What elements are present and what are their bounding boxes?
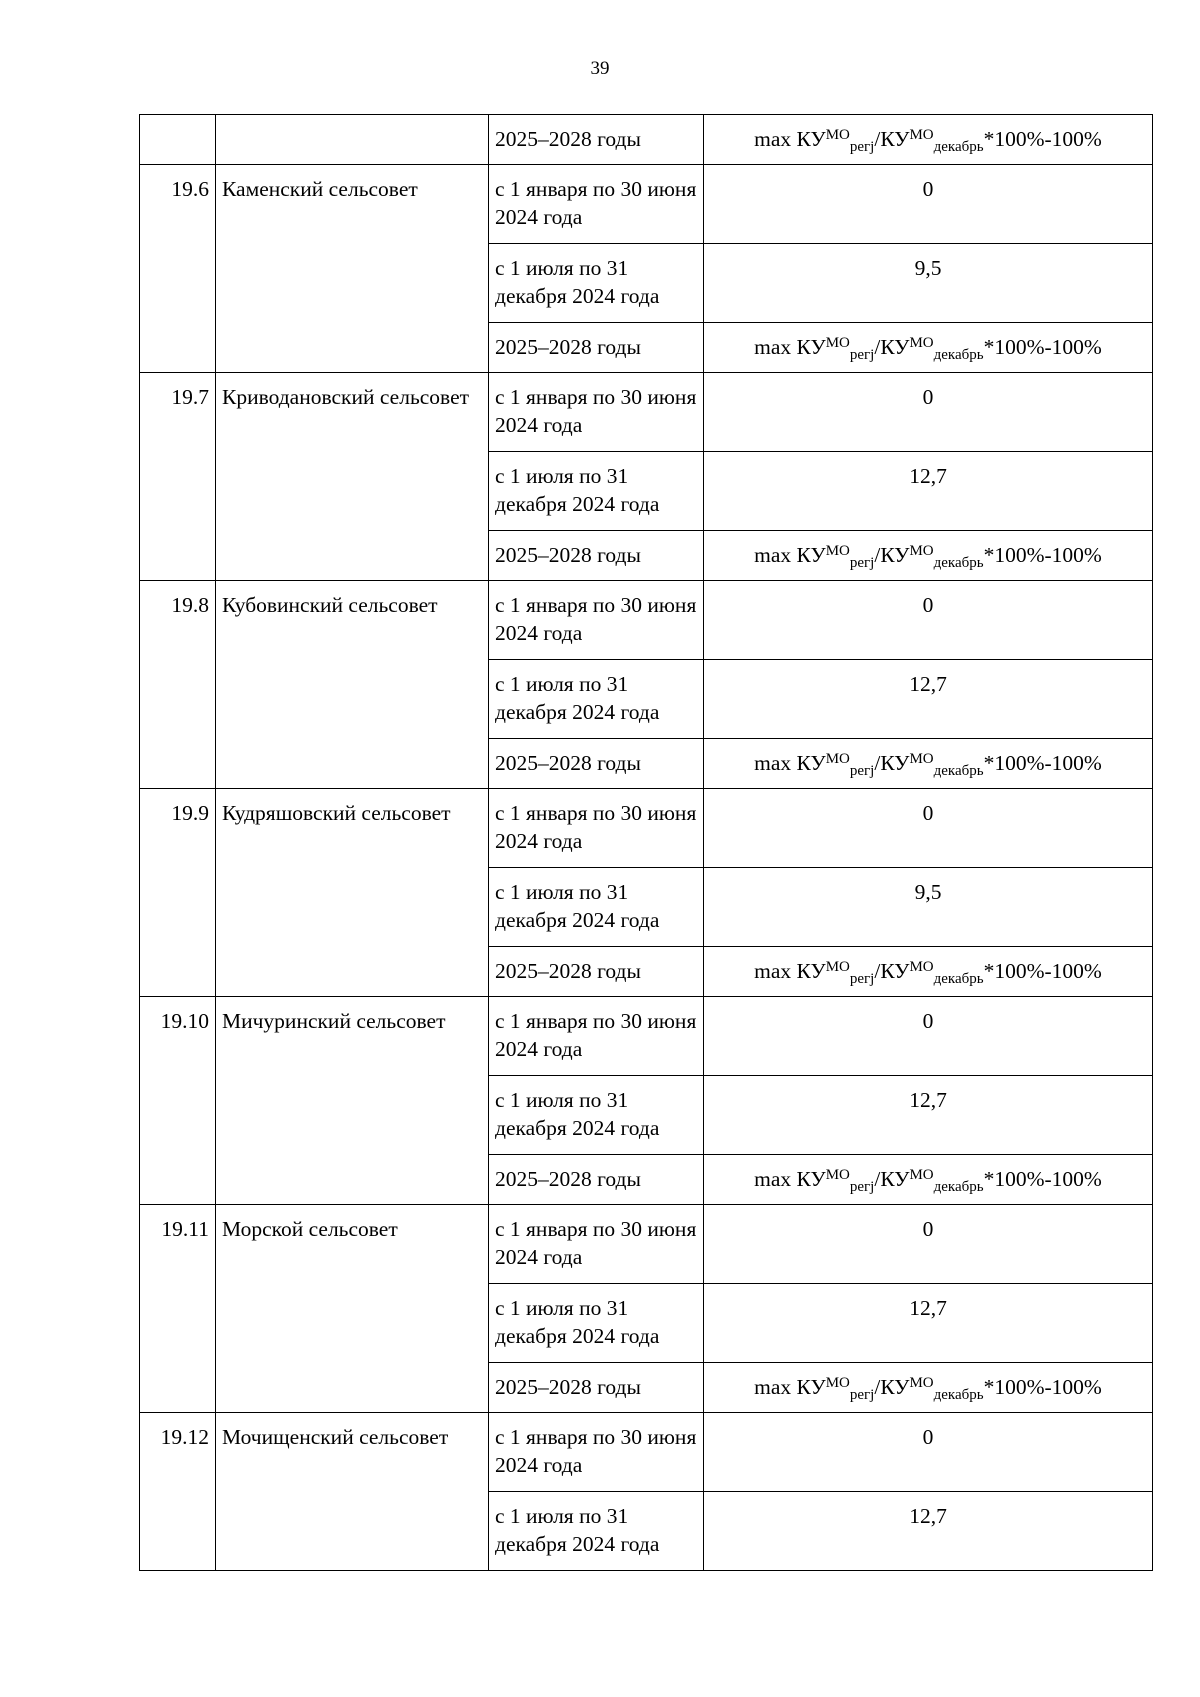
value-cell: 12,7	[704, 1492, 1153, 1571]
municipality-cell: Мичуринский сельсовет	[216, 997, 489, 1205]
formula-suffix: *100%-100%	[983, 127, 1102, 151]
table-row	[140, 165, 1153, 244]
formula-mid: /КУ	[874, 1167, 910, 1191]
row-number-cell: 19.10	[140, 997, 216, 1205]
formula-mid: /КУ	[874, 335, 910, 359]
formula-cell	[704, 1155, 1153, 1205]
formula-prefix: max КУ	[754, 1375, 826, 1399]
formula-sup: МО	[825, 335, 850, 351]
formula-sub: декабрь	[933, 1179, 984, 1195]
municipality-cell: Каменский сельсовет	[216, 165, 489, 373]
row-number-cell: 19.6	[140, 165, 216, 373]
formula-prefix: max КУ	[754, 959, 826, 983]
period-cell: 2025–2028 годы	[489, 739, 704, 789]
formula-mid: /КУ	[874, 127, 910, 151]
period-cell: с 1 июля по 31 декабря 2024 года	[489, 868, 704, 947]
formula-suffix: *100%-100%	[983, 335, 1102, 359]
value-cell: 9,5	[704, 244, 1153, 323]
period-cell: с 1 января по 30 июня 2024 года	[489, 997, 704, 1076]
value-cell: 0	[704, 997, 1153, 1076]
value-cell: 0	[704, 373, 1153, 452]
table-row	[140, 115, 1153, 165]
value-cell: 12,7	[704, 452, 1153, 531]
period-cell: 2025–2028 годы	[489, 531, 704, 581]
row-number-cell: 19.12	[140, 1413, 216, 1571]
formula-suffix: *100%-100%	[983, 959, 1102, 983]
period-cell: с 1 января по 30 июня 2024 года	[489, 581, 704, 660]
municipality-cell: Криводановский сельсовет	[216, 373, 489, 581]
formula-sub: регj	[849, 1179, 875, 1195]
formula-prefix: max КУ	[754, 335, 826, 359]
period-cell: 2025–2028 годы	[489, 947, 704, 997]
municipality-cell: Кудряшовский сельсовет	[216, 789, 489, 997]
formula-prefix: max КУ	[754, 127, 826, 151]
period-cell: с 1 января по 30 июня 2024 года	[489, 373, 704, 452]
formula-prefix: max КУ	[754, 1167, 826, 1191]
formula-sup: МО	[825, 751, 850, 767]
period-cell: 2025–2028 годы	[489, 1363, 704, 1413]
formula-cell	[704, 1363, 1153, 1413]
formula-cell	[704, 323, 1153, 373]
formula-suffix: *100%-100%	[983, 543, 1102, 567]
period-cell: с 1 июля по 31 декабря 2024 года	[489, 660, 704, 739]
period-cell: с 1 июля по 31 декабря 2024 года	[489, 1076, 704, 1155]
value-cell: 12,7	[704, 660, 1153, 739]
value-cell: 12,7	[704, 1076, 1153, 1155]
period-cell: с 1 января по 30 июня 2024 года	[489, 165, 704, 244]
period-cell: с 1 июля по 31 декабря 2024 года	[489, 244, 704, 323]
row-number-cell: 19.8	[140, 581, 216, 789]
formula-sup: МО	[825, 1167, 850, 1183]
formula-sup: МО	[909, 751, 934, 767]
formula-prefix: max КУ	[754, 751, 826, 775]
formula-sub: декабрь	[933, 139, 984, 155]
table-row	[140, 789, 1153, 868]
formula-sub: регj	[849, 139, 875, 155]
table-row	[140, 1205, 1153, 1284]
formula-sub: декабрь	[933, 971, 984, 987]
formula-sup: МО	[909, 1167, 934, 1183]
formula-sub: регj	[849, 1387, 875, 1403]
formula-mid: /КУ	[874, 751, 910, 775]
formula-sup: МО	[909, 1375, 934, 1391]
formula-prefix: max КУ	[754, 543, 826, 567]
formula-mid: /КУ	[874, 543, 910, 567]
municipality-cell: Морской сельсовет	[216, 1205, 489, 1413]
formula-sup: МО	[825, 543, 850, 559]
formula-cell	[704, 115, 1153, 165]
formula-suffix: *100%-100%	[983, 1375, 1102, 1399]
municipality-cell: Кубовинский сельсовет	[216, 581, 489, 789]
row-number-cell	[140, 115, 216, 165]
formula-sup: МО	[825, 127, 850, 143]
period-cell: 2025–2028 годы	[489, 115, 704, 165]
formula-sub: регj	[849, 347, 875, 363]
formula-suffix: *100%-100%	[983, 1167, 1102, 1191]
value-cell: 9,5	[704, 868, 1153, 947]
period-cell: с 1 июля по 31 декабря 2024 года	[489, 452, 704, 531]
table-row	[140, 373, 1153, 452]
row-number-cell: 19.11	[140, 1205, 216, 1413]
formula-sub: регj	[849, 971, 875, 987]
formula-sub: декабрь	[933, 347, 984, 363]
formula-mid: /КУ	[874, 1375, 910, 1399]
formula-cell	[704, 531, 1153, 581]
value-cell: 12,7	[704, 1284, 1153, 1363]
formula-sub: декабрь	[933, 763, 984, 779]
table-row	[140, 997, 1153, 1076]
period-cell: с 1 июля по 31 декабря 2024 года	[489, 1284, 704, 1363]
value-cell: 0	[704, 1413, 1153, 1492]
formula-sub: регj	[849, 763, 875, 779]
tariff-table	[139, 114, 1153, 1571]
municipality-cell	[216, 115, 489, 165]
period-cell: с 1 января по 30 июня 2024 года	[489, 789, 704, 868]
period-cell: 2025–2028 годы	[489, 1155, 704, 1205]
formula-sup: МО	[909, 335, 934, 351]
value-cell: 0	[704, 1205, 1153, 1284]
formula-sub: регj	[849, 555, 875, 571]
period-cell: с 1 января по 30 июня 2024 года	[489, 1205, 704, 1284]
period-cell: 2025–2028 годы	[489, 323, 704, 373]
formula-sup: МО	[825, 959, 850, 975]
value-cell: 0	[704, 581, 1153, 660]
formula-sub: декабрь	[933, 555, 984, 571]
municipality-cell: Мочищенский сельсовет	[216, 1413, 489, 1571]
formula-suffix: *100%-100%	[983, 751, 1102, 775]
formula-sup: МО	[825, 1375, 850, 1391]
value-cell: 0	[704, 789, 1153, 868]
formula-cell	[704, 947, 1153, 997]
formula-sub: декабрь	[933, 1387, 984, 1403]
period-cell: с 1 июля по 31 декабря 2024 года	[489, 1492, 704, 1571]
table-row	[140, 1413, 1153, 1492]
period-cell: с 1 января по 30 июня 2024 года	[489, 1413, 704, 1492]
row-number-cell: 19.7	[140, 373, 216, 581]
table-row	[140, 581, 1153, 660]
formula-cell	[704, 739, 1153, 789]
formula-sup: МО	[909, 543, 934, 559]
formula-sup: МО	[909, 127, 934, 143]
formula-sup: МО	[909, 959, 934, 975]
formula-mid: /КУ	[874, 959, 910, 983]
row-number-cell: 19.9	[140, 789, 216, 997]
tariff-table-body	[140, 115, 1153, 1571]
page-number: 39	[590, 58, 610, 79]
value-cell: 0	[704, 165, 1153, 244]
